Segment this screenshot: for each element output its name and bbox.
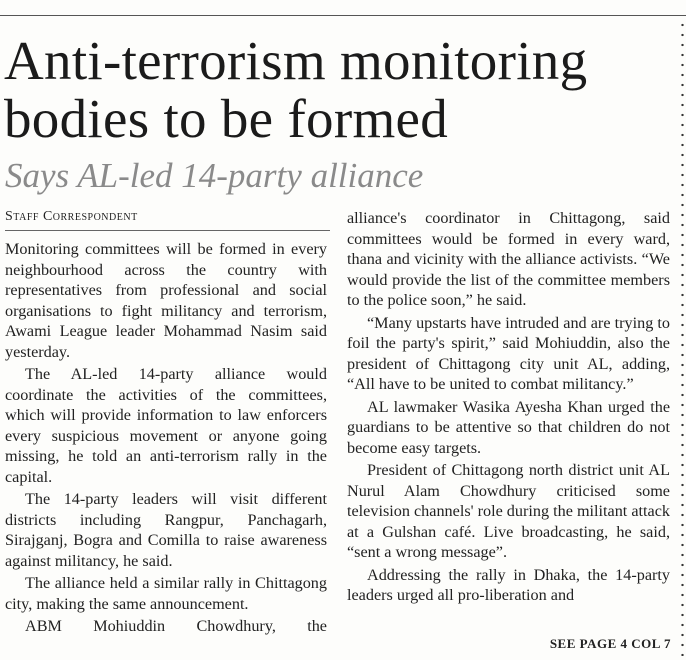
continued-jump-line[interactable]: SEE PAGE 4 COL 7: [549, 636, 671, 651]
headline-line-1: Anti-terrorism monitoring: [4, 30, 588, 91]
byline: Staff Correspondent: [5, 209, 138, 224]
dotted-column-rule: [681, 20, 684, 656]
subheadline: Says AL-led 14-party alliance: [5, 156, 424, 195]
byline-rule: [5, 230, 330, 231]
headline: [4, 32, 674, 148]
paragraph: The alliance held a similar rally in Chittagong city, making the same announcement.: [5, 574, 327, 613]
paragraph: Monitoring committees will be formed in every neighbourhood across the country with representatives from professional and social organisations to fight militancy and terrorism, Awami League leader Mohammad Nasim said yesterday.: [5, 240, 327, 361]
article-column-2: [347, 208, 670, 608]
headline-line-2: bodies to be formed: [4, 88, 449, 149]
paragraph: The 14-party leaders will visit different districts including Rangpur, Panchagarh, Sirajganj, Bogra and Comilla to raise awareness against militancy, he said.: [5, 490, 327, 570]
paragraph: AL lawmaker Wasika Ayesha Khan urged the guardians to be attentive so that children do not become easy targets.: [347, 397, 670, 457]
article-column-1: [5, 239, 327, 639]
top-rule: [0, 15, 686, 16]
paragraph: The AL-led 14-party alliance would coordinate the activities of the committees, which will provide information to law enforcers every suspicious movement or anyone going missing, he told an anti-terrorism rally in the capital.: [5, 365, 327, 486]
paragraph: alliance's coordinator in Chittagong, said committees would be formed in every ward, thana and vicinity with the alliance activists. “We would provide the list of the committee members to the police soon,” he said.: [347, 209, 670, 309]
paragraph: Addressing the rally in Dhaka, the 14-party leaders urged all pro-liberation and: [347, 565, 670, 604]
paragraph: President of Chittagong north district unit AL Nurul Alam Chowdhury criticised some television channels' role during the militant attack at a Gulshan café. Live broadcasting, he said, “sent a wrong message”.: [347, 461, 670, 561]
paragraph: ABM Mohiuddin Chowdhury, the: [25, 617, 327, 635]
paragraph: “Many upstarts have intruded and are trying to foil the party's spirit,” said Mohiuddin, also the president of Chittagong city unit AL, adding, “All have to be united to combat militancy.”: [347, 313, 670, 393]
